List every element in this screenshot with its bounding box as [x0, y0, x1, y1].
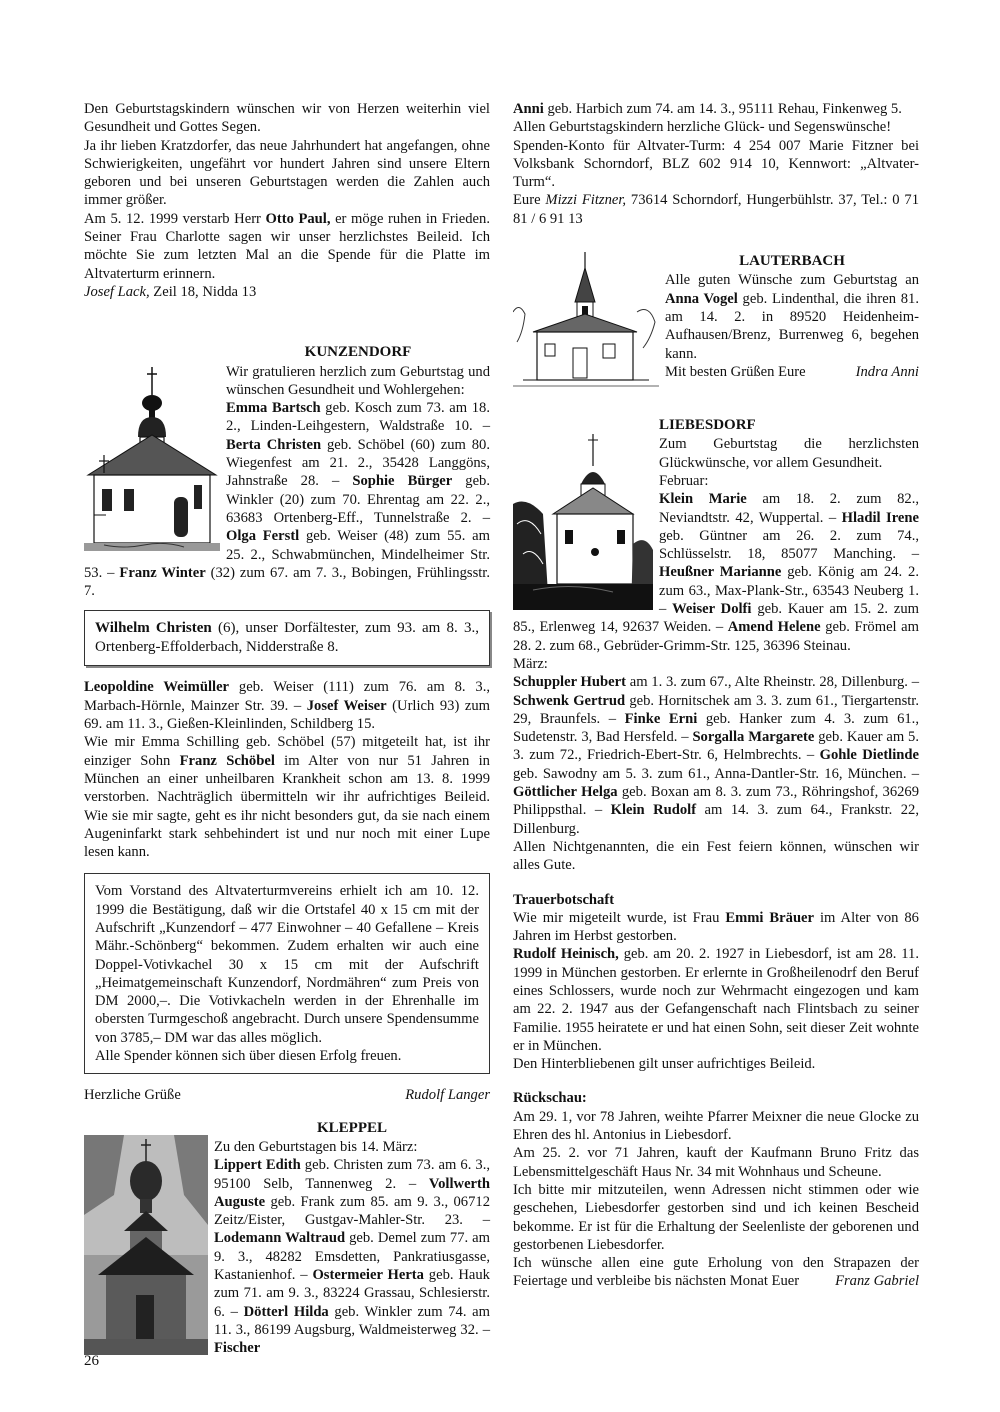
person-name: Wilhelm Christen	[95, 620, 212, 637]
signature: Indra Anni	[855, 363, 919, 380]
birthday-list: Schuppler Hubert am 1. 3. zum 67., Alte Rheinstr. 28, Dillenburg. – Schwenk Gertrud geb. Hornitschek am 3. 3. zum 61., Tiergartenstr. 29, Braunfels. – Finke Erni geb. Hanker zum 4. 3. zum 61., Sudetenstr. 3, Bad Hersfeld. – Sorgalla Margarete geb. Kauer am 5. 3. zum 72., Friedrich-Ebert-Str. 6, Helmbrechts. – Gohle Dietlinde geb. Sawodny am 5. 3. zum 61., Anna-Dantler-Str. 16, München. – Göttlicher Helga geb. Boxan am 8. 3. zum 73., Röhringshof, 36269 Philippsthal. – Klein Rudolf am 14. 3. zum 64., Frankstr. 22, Dillenburg.	[513, 674, 920, 837]
kunzendorf-section	[84, 343, 490, 1104]
intro-paragraph: Den Geburtstagskindern wünschen wir von Herzen weiterhin viel Gesundheit und Gottes Segen.	[84, 101, 490, 136]
birthday-list: Klein Marie am 18. 2. zum 82., Neviandtstr. 42, Wuppertal. – Hladil Irene geb. Güntner am 26. 2. zum 74., Schlüsselstr. 18, 85077 Manching. – Heußner Marianne geb. König am 24. 2. zum 63., Max-Plank-Str., 63543 Neuberg 1. – Weiser Dolfi geb. Kauer am 15. 2. zum 85., Erlenweg 14, 92637 Weiden. – Amend Helene geb. Frömel am 28. 2. zum 68., Gebrüder-Grimm-Str. 125, 36396 Steinau.	[513, 491, 920, 654]
church-kunzendorf-illustration	[84, 365, 220, 555]
kleppel-section	[84, 1119, 490, 1358]
signature: Josef Lack, Zeil 18, Nidda 13	[84, 283, 257, 300]
section-title: LAUTERBACH	[739, 253, 845, 270]
person-name: Berta Christen	[226, 436, 322, 453]
person-name: Ostermeier Herta	[312, 1267, 424, 1284]
person-name: Hladil Irene	[841, 509, 919, 526]
liebesdorf-section	[513, 416, 919, 874]
trauerbotschaft-section	[513, 891, 919, 1074]
person-name: Weiser Dolfi	[672, 601, 752, 618]
section-title: KLEPPEL	[316, 1119, 387, 1136]
person-name: Olga Ferstl	[226, 528, 300, 545]
section-title: Trauerbotschaft	[513, 891, 615, 908]
page-number: 26	[84, 1353, 99, 1369]
person-name: Franz Winter	[119, 564, 206, 581]
right-column	[513, 100, 919, 1291]
obituary-paragraph: Wie mir Emma Schilling geb. Schöbel (57) mitgeteilt hat, ist ihr einziger Sohn Franz Schöbel im Alter von nur 51 Jahren in München an einer unheilbaren Krankheit schon am 13. 8. 1999 verstorben. Nachträglich übermitteln wir ihr aufrichtiges Beileid. Wie sie mir sagte, geht es ihr nicht besonders gut, da sie nach einem Augeninfarkt stark sehbehindert ist und nur noch mit einer Lupe lesen kann.	[84, 734, 490, 861]
history-paragraph: Am 25. 2. vor 71 Jahren, kauft der Kaufmann Bruno Fritz das Lebensmittelgeschäft Haus Nr. 34 mit Wohnhaus und Scheune.	[513, 1145, 919, 1180]
section-outro: Allen Nichtgenannten, die ein Fest feiern können, wünschen wir alles Gute.	[513, 838, 919, 874]
obituary-paragraph: Wie mir migeteilt wurde, ist Frau Emmi Bräuer im Alter von 86 Jahren im Herbst gestorben.	[513, 909, 919, 945]
request-paragraph: Ich bitte mir mitzuteilen, wenn Adressen nicht stimmen oder wie geschehen, Liebesdorfer gestorben sind und ich keinen Bescheid bekomme. Er ist für die Erhaltung der Seelenliste der geborenen und gestorbenen Liebesdorfer.	[513, 1181, 919, 1253]
obituary-paragraph: Rudolf Heinisch, geb. am 20. 2. 1927 in Liebesdorf, ist am 28. 11. 1999 in München gestorben. Er erlernte in Großheilenodrf den Beruf eines Schlossers, wurde noch zur Wehrmacht eingezogen und kam am 22. 2. 1947 aus der Gefangenschaft nach Flintsbach zu seiner Familie. 1955 heiratete er und hat einen Sohn, seit dieser Zeit wohnte er in München.	[513, 946, 919, 1054]
month-label: Februar:	[659, 472, 709, 489]
person-name: Anna Vogel	[665, 290, 738, 307]
condolence: Den Hinterbliebenen gilt unser aufrichtiges Beileid.	[513, 1056, 816, 1073]
birthday-list: Alle guten Wünsche zum Geburtstag an Anna Vogel geb. Lindenthal, die ihren 81. am 14. 2. in 89520 Heidenheim-Aufhausen/Brenz, Burrenweg 6, begehen kann.	[665, 272, 920, 362]
person-name: Schuppler Hubert	[513, 674, 626, 691]
birthday-list: Anni geb. Harbich zum 74. am 14. 3., 95111 Rehau, Finkenweg 5.	[513, 101, 902, 117]
person-name: Franz Schöbel	[179, 752, 275, 769]
section-intro: Zum Geburtstag die herzlichsten Glückwünsche, vor allem Gesundheit.	[659, 436, 919, 471]
church-liebesdorf-illustration	[513, 434, 653, 610]
person-name: Göttlicher Helga	[513, 784, 618, 801]
person-name: Heußner Marianne	[659, 564, 782, 581]
birthday-list: Lippert Edith geb. Christen zum 73. am 6. 3., 95100 Selb, Tannenweg 2. – Vollwerth Auguste geb. Frank zum 85. am 9. 3., 06712 Zeitz/Eister, Gustgav-Mahler-Str. 23. – Lodemann Waltraud geb. Demel zum 77. am 9. 3., 48282 Emsdetten, Pankratiusgasse, Kastanienhof. – Ostermeier Herta geb. Hauk zum 71. am 9. 3., 83224 Grassau, Schlesierstr. 6. – Dötterl Hilda geb. Winkler zum 74. am 11. 3., 86199 Augsburg, Waldmeisterweg 32. – Fischer	[214, 1157, 491, 1357]
lauterbach-section	[513, 252, 919, 392]
person-name: Anni	[513, 101, 544, 117]
history-paragraph: Am 29. 1, vor 78 Jahren, weihte Pfarrer Meixner die neue Glocke zu Ehren des hl. Antonius in Liebesdorf.	[513, 1108, 919, 1144]
person-name: Lippert Edith	[214, 1157, 301, 1174]
person-name: Vollwerth Auguste	[214, 1175, 490, 1210]
person-name: Amend Helene	[727, 619, 821, 636]
person-name: Otto Paul,	[265, 210, 331, 227]
person-name: Rudolf Heinisch,	[513, 946, 619, 963]
person-name: Fischer	[214, 1340, 261, 1357]
birthday-list: Emma Bartsch geb. Kosch zum 73. am 18. 2., Linden-Leihgestern, Waldstraße 10. – Berta Christen geb. Schöbel (60) zum 80. Wiegenfest am 21. 2., 35428 Langgöns, Jahnstraße 28. – Sophie Bürger geb. Winkler (20) zum 70. Ehrentag am 22. 2., 63683 Ortenberg-Eff., Tunnelstraße 2. – Olga Ferstl geb. Weiser (48) zum 55. am 25. 2., Schwabmünchen, Mindelheimer Str. 53. – Franz Winter (32) zum 67. am 7. 3., Bobingen, Frühlingsstr. 7.	[84, 400, 491, 600]
greeting-paragraph: Allen Geburtstagskindern herzliche Glück- und Segenswünsche!	[513, 119, 892, 136]
person-name: Schwenk Gertrud	[513, 692, 626, 709]
month-label: März:	[513, 655, 548, 672]
oldest-resident-box: Wilhelm Christen (6), unser Dorfältester, zum 93. am 8. 3., Ortenberg-Effolderbach, Nidderstraße 8.	[84, 610, 490, 666]
birthday-list: Leopoldine Weimüller geb. Weiser (111) zum 76. am 8. 3., Marbach-Hörnle, Mainzer Str. 39. – Josef Weiser (Urlich 93) zum 69. am 11. 3., Gießen-Kleinlinden, Schildberg 15.	[84, 679, 491, 733]
section-title: LIEBESDORF	[659, 417, 756, 434]
intro-paragraph: Ja ihr lieben Kratzdorfer, das neue Jahrhundert hat angefangen, ohne Schwierigkeiten, ungefährt vor hundert Jahren sind unsere Eltern geboren und bei unseren Geburtstagen werden die Zahlen auch immer größer.	[84, 137, 490, 209]
person-name: Finke Erni	[624, 710, 698, 727]
greeting: Mit besten Grüßen Eure	[665, 363, 806, 380]
obituary-paragraph: Am 5. 12. 1999 verstarb Herr Otto Paul, er möge ruhen in Frieden. Seiner Frau Charlotte sagen wir unser herzlichstes Beileid. Ich möchte Sie zum letzten Mal an die Spende für die Platte im Altvaterturm erinnern.	[84, 210, 490, 282]
greeting-row	[665, 363, 919, 381]
person-name: Josef Weiser	[306, 697, 387, 714]
signature: Franz Gabriel	[835, 1273, 919, 1290]
section-title: KUNZENDORF	[304, 344, 412, 361]
closing-paragraph: Ich wünsche allen eine gute Erholung von den Strapazen der Feiertage und verbleibe bis nächsten Monat Euer Franz Gabriel	[513, 1255, 919, 1290]
person-name: Emma Bartsch	[226, 400, 321, 417]
chapel-kleppel-photo	[84, 1135, 208, 1355]
section-intro: Zu den Geburtstagen bis 14. März:	[214, 1138, 418, 1155]
person-name: Sophie Bürger	[352, 473, 453, 490]
person-name: Dötterl Hilda	[243, 1303, 329, 1320]
person-name: Leopoldine Weimüller	[84, 679, 230, 696]
rueckschau-section	[513, 1089, 919, 1290]
donation-account: Spenden-Konto für Altvater-Turm: 4 254 007 Marie Fitzner bei Volksbank Schorndorf, BLZ 602 914 10, Kennwort: „Altvater-Turm“.	[513, 137, 919, 191]
greeting: Herzliche Grüße	[84, 1087, 181, 1104]
person-name: Klein Marie	[659, 491, 747, 508]
signature: Eure Mizzi Fitzner, 73614 Schorndorf, Hungerbühlstr. 37, Tel.: 0 71 81 / 6 91 13	[513, 192, 919, 227]
person-name: Klein Rudolf	[610, 802, 697, 819]
section-title: Rückschau:	[513, 1090, 587, 1107]
section-intro: Wir gratulieren herzlich zum Geburtstag und wünschen Gesundheit und Wohlergehen:	[226, 363, 490, 398]
chapel-lauterbach-illustration	[513, 252, 659, 392]
left-column	[84, 100, 490, 1358]
altvaterturm-notice-box: Vom Vorstand des Altvaterturmvereins erhielt ich am 10. 12. 1999 die Bestätigung, daß wir die Ortstafel 40 x 15 cm mit der Aufschrift „Kunzendorf – 477 Einwohner – 40 Gefallene – Kreis Mähr.-Schönberg“ bekommen. Zudem erhalten wir auch eine Doppel-Votivkachel 30 x 15 cm mit der Aufschrift „Heimatgemeinschaft Kunzendorf, Nordmähren“ zum Preis von DM 2000,–. Die Votivkacheln werden in der Ehrenhalle im obersten Turmgeschoß angebracht. Durch unsere Spendensumme von 3785,– DM war das alles möglich. Alle Spender können sich über diesen Erfolg freuen.	[84, 873, 490, 1074]
person-name: Sorgalla Margarete	[692, 729, 815, 746]
greeting-row	[84, 1086, 490, 1104]
signature: Rudolf Langer	[405, 1087, 490, 1104]
person-name: Lodemann Waltraud	[214, 1230, 346, 1247]
person-name: Emmi Bräuer	[725, 909, 815, 926]
person-name: Gohle Dietlinde	[819, 747, 919, 764]
